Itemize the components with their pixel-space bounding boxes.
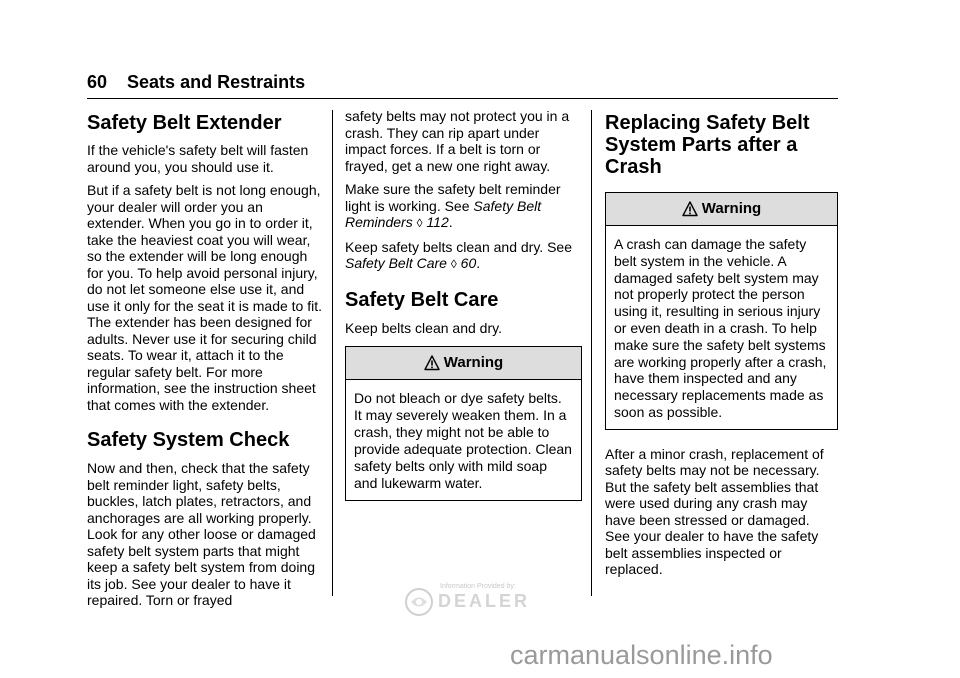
paragraph-text: Make sure the safety belt reminder light is working. See — [345, 181, 561, 214]
paragraph-text: Keep safety belts clean and dry. See — [345, 238, 572, 255]
system-check-paragraph-3 — [345, 239, 582, 273]
xref-label: Safety Belt Reminders — [345, 197, 542, 230]
xref-safety-belt-care[interactable] — [345, 255, 476, 271]
warning-box-crash — [605, 192, 838, 430]
dealer-watermark — [404, 583, 549, 621]
column-divider-2 — [591, 110, 592, 596]
column-3 — [605, 108, 838, 585]
paragraph-text: . — [476, 255, 481, 271]
watermark-caption: Information Provided by: — [440, 583, 516, 590]
paragraph-text: . — [448, 214, 453, 230]
replacing-heading: Replacing Safety Belt System Parts after a Crash — [605, 112, 810, 178]
warning-title: Warning — [701, 199, 762, 217]
belt-care-paragraph-1: Keep belts clean and dry. — [345, 319, 502, 336]
dealer-logo-icon — [404, 587, 434, 617]
extender-paragraph-2: But if a safety belt is not long enough, your dealer will order you an extender. When you go in to order it, take the heaviest coat you will wear, so the extender will be long enough for you. To help avoid personal injury, do not let someone else use it, and use it only for the seat it is made to fit. The extender has been designed for adults. Never use it for securing child seats. To wear it, attach it to the regular safety belt. For more information, see the instruction sheet that comes with the extender. — [87, 182, 322, 413]
system-check-paragraph-2 — [345, 181, 582, 232]
warning-icon — [682, 201, 698, 217]
belt-care-heading: Safety Belt Care — [345, 288, 499, 311]
extender-paragraph-1: If the vehicle's safety belt will fasten around you, you should use it. — [87, 142, 309, 175]
column-divider-1 — [332, 110, 333, 596]
page-ref-icon: ◊ — [416, 216, 423, 230]
page-ref-icon: ◊ — [450, 257, 457, 271]
warning-header — [606, 193, 837, 226]
system-check-paragraph-1-cont: safety belts may not protect you in a crash. They can rip apart under impact forces. If a belt is torn or frayed, get a new one right away. — [345, 108, 570, 174]
warning-header — [346, 347, 581, 380]
xref-page: 60 — [460, 255, 477, 271]
section-title: Seats and Restraints — [127, 72, 306, 92]
xref-page: 112 — [426, 214, 449, 230]
watermark-brand: DEALER — [438, 591, 531, 611]
page-number: 60 — [87, 72, 108, 92]
column-1 — [87, 108, 322, 616]
column-2 — [345, 108, 582, 501]
after-crash-paragraph: After a minor crash, replacement of safety belts may not be necessary. But the safety belt assemblies that were used during any crash may have been stressed or damaged. See your dealer to have the safety belt assemblies inspected or replaced. — [605, 445, 824, 578]
warning-icon — [424, 355, 440, 371]
xref-label: Safety Belt Care — [345, 255, 447, 271]
warning-text: A crash can damage the safety belt system in the vehicle. A damaged safety belt system may not properly protect the person using it, resulting in serious injury or even death in a crash. To help make sure the safety belt systems are working properly after a crash, have them inspected and any necessary replacements made as soon as possible. — [614, 236, 827, 420]
system-check-paragraph-1: Now and then, check that the safety belt reminder light, safety belts, buckles, latch plates, retractors, and anchorages are all working properly. Look for any other loose or damaged safety belt system parts that might keep a safety belt system from doing its job. See your dealer to have it repaired. Torn or frayed — [87, 460, 316, 608]
footer-site-name: carmanualsonline.info — [510, 640, 773, 670]
system-check-heading: Safety System Check — [87, 429, 290, 451]
warning-box-care — [345, 346, 582, 501]
header-rule — [87, 98, 838, 99]
page-header — [87, 72, 305, 93]
warning-text: Do not bleach or dye safety belts. It may severely weaken them. In a crash, they might not be able to provide adequate protection. Clean safety belts only with mild soap and lukewarm water. — [354, 390, 572, 491]
warning-title: Warning — [443, 353, 504, 371]
extender-heading: Safety Belt Extender — [87, 112, 282, 134]
